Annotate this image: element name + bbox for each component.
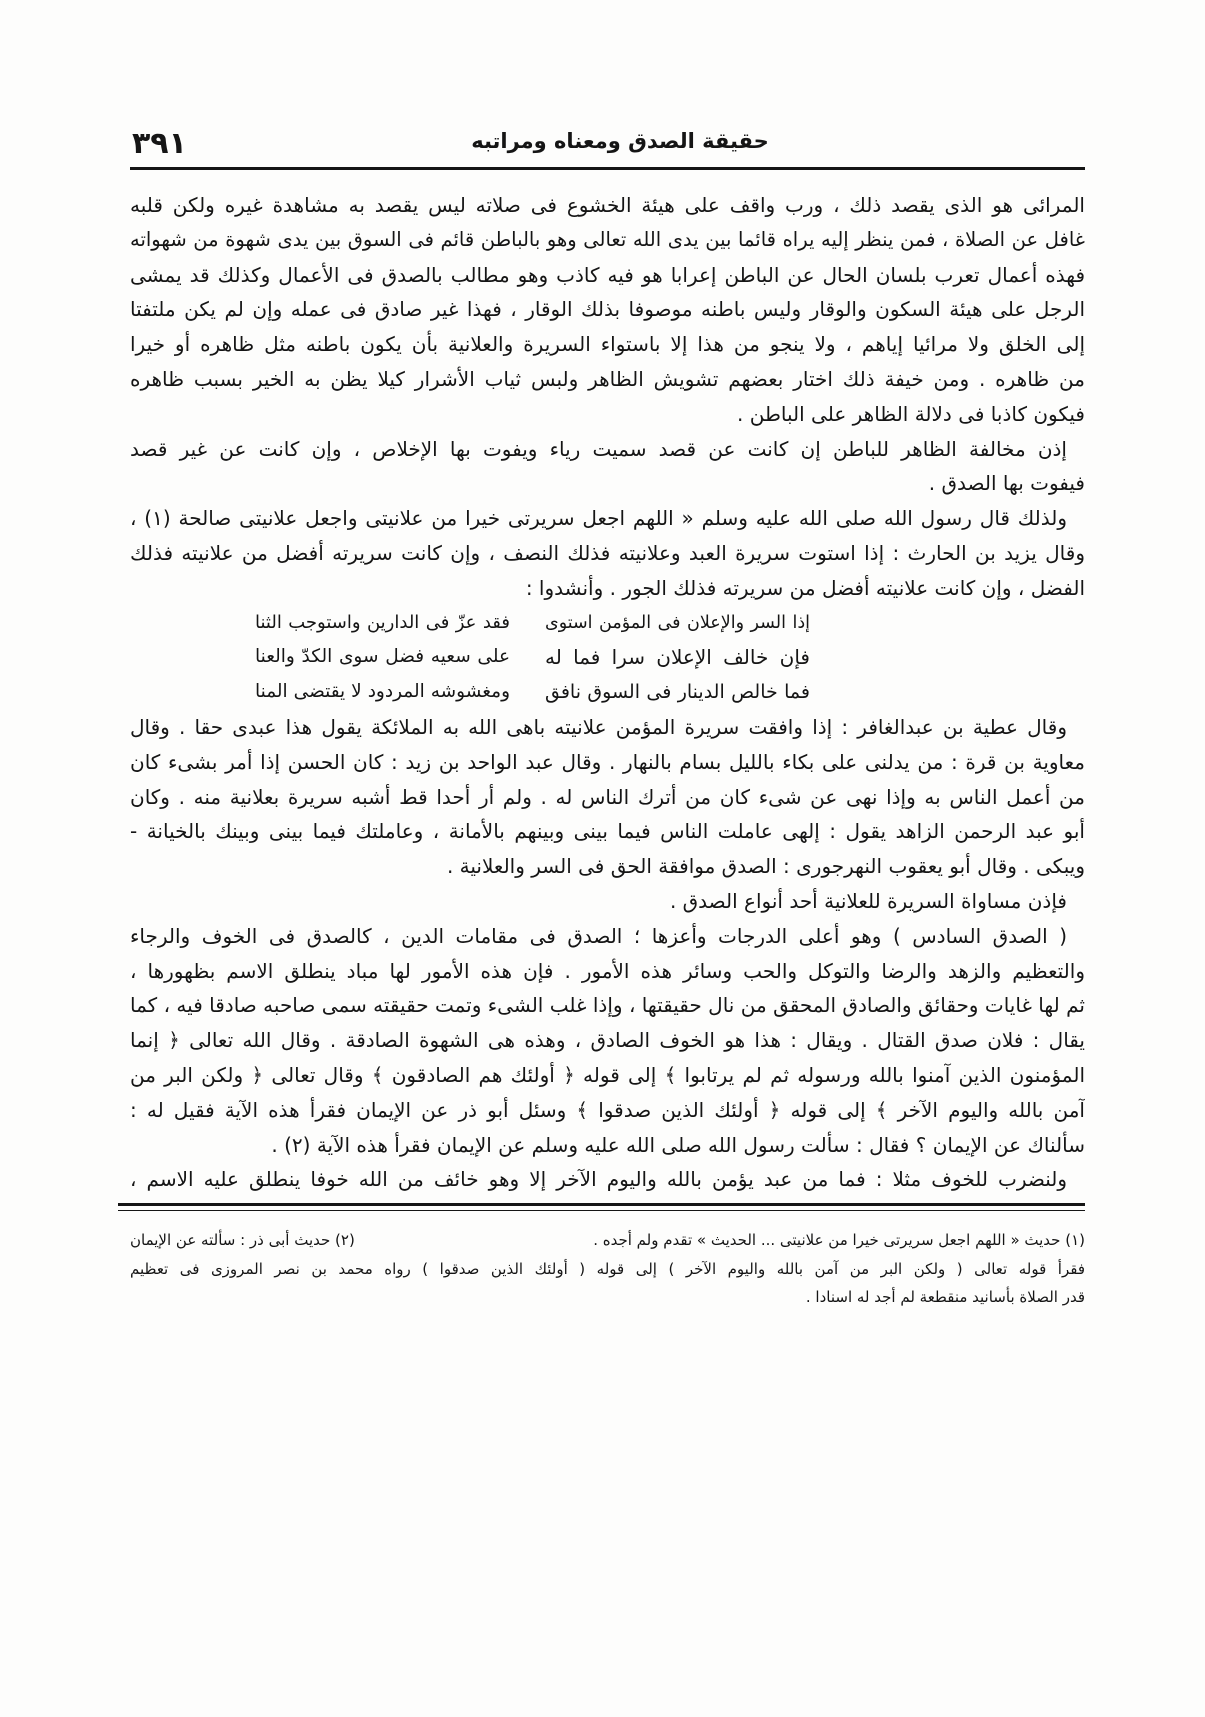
footnote-1: (١) حديث « اللهم اجعل سريرتى خيرا من علانيتى ... الحديث » تقدم ولم أجده . (593, 1231, 1085, 1249)
text-line: الفضل ، وإن كانت علانيته أفضل من سريرته فذلك الجور . وأنشدوا : (525, 575, 1085, 600)
text-line: معاوية بن قرة : من يدلنى على بكاء بالليل بسام بالنهار . وقال عبد الواحد بن زيد : كان الحسن إذا أمر بشىء كان (130, 749, 1085, 774)
poem-second-hemistich: ومغشوشه المردود لا يقتضى المنا (255, 681, 510, 703)
poem-verse (130, 640, 1085, 675)
paragraph-start-line: إذن مخالفة الظاهر للباطن إن كانت عن قصد سميت رياء ويفوت بها الإخلاص ، وإن كانت عن غير قصد (130, 436, 1067, 461)
footnote-line (130, 1226, 1085, 1255)
text-line: والتعظيم والزهد والرضا والتوكل والحب وسائر هذه الأمور . فإن هذه الأمور لها مباد ينطلق الاسم بظهورها ، (130, 958, 1085, 983)
text-line: المرائى هو الذى يقصد ذلك ، ورب واقف على هيئة الخشوع فى صلاته ليس يقصد به مشاهدة غيره ولكن قلبه (130, 193, 1085, 217)
text-line: آمن بالله واليوم الآخر ﴾ إلى قوله ﴿ أولئك الذين صدقوا ﴾ وسئل أبو ذر عن الإيمان فقرأ هذه الآية فقيل له : (130, 1097, 1085, 1122)
text-line: سألناك عن الإيمان ؟ فقال : سألت رسول الله صلى الله عليه وسلم عن الإيمان فقرأ هذه الآية (٢) . (271, 1132, 1085, 1157)
text-line: ويبكى . وقال أبو يعقوب النهرجورى : الصدق موافقة الحق فى السر والعلانية . (446, 854, 1085, 879)
text-line: فيكون كاذبا فى دلالة الظاهر على الباطن . (737, 401, 1085, 426)
paragraph-start-line: وقال عطية بن عبدالغافر : إذا وافقت سريرة المؤمن علانيته باهى الله به الملائكة يقول هذا عبدى حقا . وقال (130, 714, 1067, 739)
text-line: غافل عن الصلاة ، فمن ينظر إليه يراه قائما بين يدى الله تعالى وهو بالباطن قائم فى السوق بين يدى شهوة من شهواته (130, 227, 1085, 251)
running-title: حقيقة الصدق ومعناه ومراتبه (471, 129, 769, 153)
poem-verse (130, 675, 1085, 710)
footnote-2-start: (٢) حديث أبى ذر : سألته عن الإيمان (130, 1231, 355, 1249)
poem-verse (130, 606, 1085, 641)
text-line: فيفوت بها الصدق . (928, 471, 1085, 496)
text-line: إلى الخلق ولا مرائيا إياهم ، ولا ينجو من هذا إلا باستواء السريرة والعلانية بأن يكون باطنه مثل ظاهره أو خيرا (130, 332, 1085, 357)
paragraph-start-line: ولنضرب للخوف مثلا : فما من عبد يؤمن بالله واليوم الآخر إلا وهو خائف من الله خوفا ينطلق عليه الاسم ، (130, 1167, 1067, 1192)
page-number: ٣٩١ (132, 126, 187, 161)
text-line: المؤمنون الذين آمنوا بالله ورسوله ثم لم يرتابوا ﴾ إلى قوله ﴿ أولئك هم الصادقون ﴾ وقال تعالى ﴿ ولكن البر من (130, 1062, 1085, 1087)
footnote-separator (118, 1203, 1085, 1206)
text-line: أبو عبد الرحمن الزاهد يقول : إلهى عاملت الناس فيما بينى وبينهم بالأمانة ، وعاملتك فيما بينى وبينك بالخيانة - (130, 819, 1085, 844)
footnote-line: قدر الصلاة بأسانيد منقطعة لم أجد له اسنادا . (805, 1288, 1085, 1306)
main-text (130, 188, 1085, 1197)
text-line: ثم لها غايات وحقائق والصادق المحقق من نال حقيقتها ، وإذا غلب الشىء وتمت حقيقته سمى صاحبه صادقا فيه ، كما (130, 993, 1085, 1018)
paragraph-start-line: ولذلك قال رسول الله صلى الله عليه وسلم « اللهم اجعل سريرتى خيرا من علانيتى واجعل علانيتى صالحة (١) ، (130, 506, 1067, 531)
text-line: يقال : فلان صدق القتال . ويقال : هذا هو الخوف الصادق ، وهذه هى الشهوة الصادقة . وقال الله تعالى ﴿ إنما (130, 1028, 1085, 1053)
poem-second-hemistich: فقد عزّ فى الدارين واستوجب الثنا (255, 611, 510, 633)
section-heading-line: ( الصدق السادس ) وهو أعلى الدرجات وأعزها ؛ الصدق فى مقامات الدين ، كالصدق فى الخوف والرجاء (130, 923, 1067, 948)
poem-first-hemistich: فإن خالف الإعلان سرا فما له (545, 645, 810, 670)
text-line: من ظاهره . ومن خيفة ذلك اختار بعضهم تشويش الظاهر ولبس ثياب الأشرار كيلا يظن به الخير بسبب ظاهره (130, 366, 1085, 391)
header-rule (130, 167, 1085, 170)
text-line: من أعمل الناس به وإذا نهى عن شىء كان من أترك الناس له . ولم أر أحدا قط أشبه سريرة بعلانية منه . وكان (130, 784, 1085, 809)
text-line: الرجل على هيئة السكون والوقار وليس باطنه موصوفا بذلك الوقار ، فهذا غير صادق فى عمله وإن لم يكن ملتفتا (130, 297, 1085, 322)
poem-first-hemistich: فما خالص الدينار فى السوق نافق (545, 681, 810, 704)
paragraph-start-line: فإذن مساواة السريرة للعلانية أحد أنواع الصدق . (669, 888, 1067, 913)
text-line: وقال يزيد بن الحارث : إذا استوت سريرة العبد وعلانيته فذلك النصف ، وإن كانت سريرته أفضل من علانيته فذلك (130, 540, 1085, 565)
poem-second-hemistich: على سعيه فضل سوى الكدّ والعنا (255, 646, 510, 668)
footnote-line: فقرأ قوله تعالى ( ولكن البر من آمن بالله واليوم الآخر ) إلى قوله ( أولئك الذين صدقوا ) رواه محمد بن نصر المروزى فى تعظيم (130, 1259, 1085, 1278)
text-line: فهذه أعمال تعرب بلسان الحال عن الباطن إعرابا هو فيه كاذب وهو مطالب بالصدق فى الأعمال وكذلك قد يمشى (130, 262, 1085, 287)
footnote-separator-thin (118, 1210, 1085, 1211)
poem-first-hemistich: إذا السر والإعلان فى المؤمن استوى (545, 612, 810, 633)
footnotes (130, 1226, 1085, 1312)
